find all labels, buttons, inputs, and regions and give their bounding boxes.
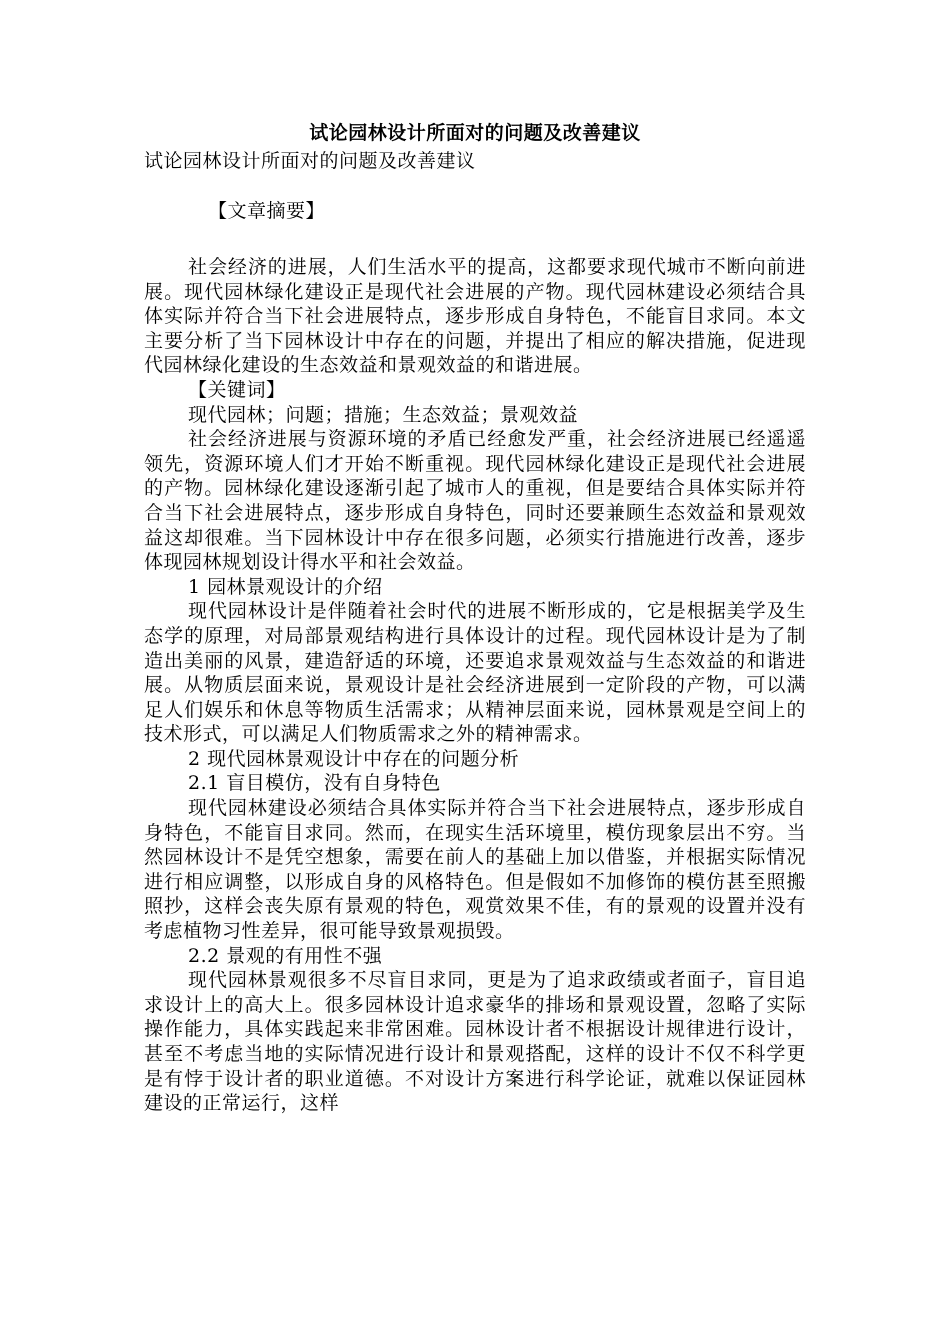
keywords-text: 现代园林；问题；措施；生态效益；景观效益 [188, 403, 579, 426]
abstract-heading: 【文章摘要】 [208, 200, 326, 222]
section-2-1-heading: 2.1 盲目模仿，没有自身特色 [188, 772, 441, 795]
section-2-1-paragraph: 现代园林建设必须结合具体实际并符合当下社会进展特点，逐步形成自身特色，不能盲目求同。然而，在现实生活环境里，模仿现象层出不穷。当然园林设计不是凭空想象，需要在前人的基础上加以借鉴，并根据实际情况进行相应调整，以形成自身的风格特色。但是假如不加修饰的模仿甚至照搬照抄，这样会丧失原有景观的特色，观赏效果不佳，有的景观的设置并没有考虑植物习性差异，很可能导致景观损毁。 [144, 797, 806, 943]
section-2-2-paragraph: 现代园林景观很多不尽盲目求同，更是为了追求政绩或者面子，盲目追求设计上的高大上。很多园林设计追求豪华的排场和景观设置，忽略了实际操作能力，具体实践起来非常困难。园林设计者不根据设计规律进行设计，甚至不考虑当地的实际情况进行设计和景观搭配，这样的设计不仅不科学更是有悖于设计者的职业道德。不对设计方案进行科学论证，就难以保证园林建设的正常运行，这样 [144, 969, 806, 1115]
keywords-heading: 【关键词】 [188, 378, 286, 401]
intro-paragraph: 社会经济进展与资源环境的矛盾已经愈发严重，社会经济进展已经遥遥领先，资源环境人们才开始不断重视。现代园林绿化建设正是现代社会进展的产物。园林绿化建设逐渐引起了城市人的重视，但是要结合具体实际并符合当下社会进展特点，逐步形成自身特色，同时还要兼顾生态效益和景观效益这却很难。当下园林设计中存在很多问题，必须实行措施进行改善，逐步体现园林规划设计得水平和社会效益。 [144, 428, 806, 574]
section-1-heading: 1 园林景观设计的介绍 [188, 575, 383, 598]
document-subtitle: 试论园林设计所面对的问题及改善建议 [144, 150, 476, 172]
abstract-paragraph: 社会经济的进展，人们生活水平的提高，这都要求现代城市不断向前进展。现代园林绿化建设正是现代社会进展的产物。现代园林建设必须结合具体实际并符合当下社会进展特点，逐步形成自身特色，不能盲目求同。本文主要分析了当下园林设计中存在的问题，并提出了相应的解决措施，促进现代园林绿化建设的生态效益和景观效益的和谐进展。 [144, 256, 806, 377]
section-2-heading: 2 现代园林景观设计中存在的问题分析 [188, 747, 520, 770]
document-page [144, 118, 806, 1116]
section-2-2-heading: 2.2 景观的有用性不强 [188, 944, 383, 967]
document-title: 试论园林设计所面对的问题及改善建议 [309, 122, 641, 144]
section-1-paragraph: 现代园林设计是伴随着社会时代的进展不断形成的，它是根据美学及生态学的原理，对局部景观结构进行具体设计的过程。现代园林设计是为了制造出美丽的风景，建造舒适的环境，还要追求景观效益与生态效益的和谐进展。从物质层面来说，景观设计是社会经济进展到一定阶段的产物，可以满足人们娱乐和休息等物质生活需求；从精神层面来说，园林景观是空间上的技术形式，可以满足人们物质需求之外的精神需求。 [144, 600, 806, 746]
